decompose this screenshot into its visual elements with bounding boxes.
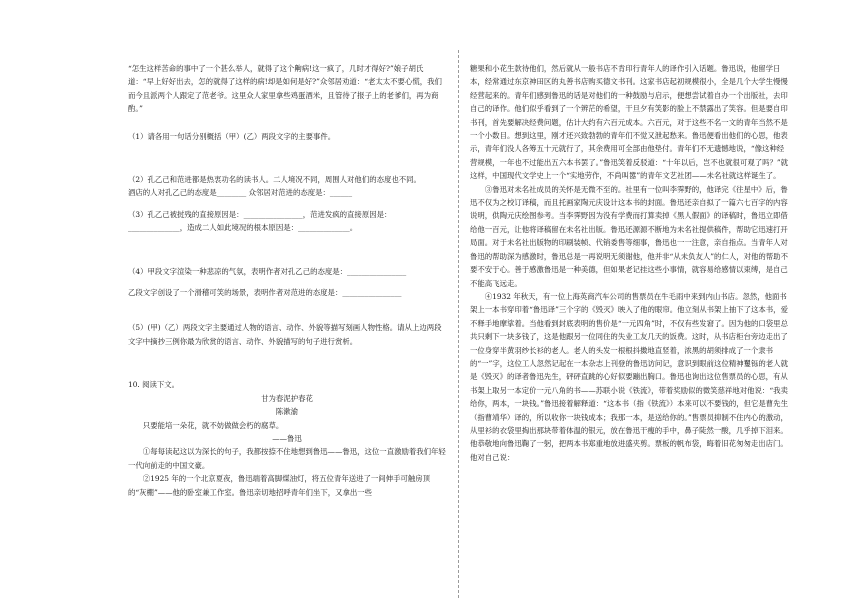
article-title: 甘为春泥护春花 (261, 393, 313, 403)
paragraph-2: ②1925 年的一个北京夏夜，鲁迅端着高脚煤油灯，将五位青年送进了一间伸手可触房顶的“灰棚”——他的卧室兼工作室。鲁迅亲切地招呼青年们坐下，又拿出一些 (128, 474, 431, 497)
left-column (128, 62, 446, 499)
paragraph-4: ④1932 年秋天，有一位上海英商汽车公司的售票员在牛毛雨中来到内山书店。忽然，他面书架上一本书穿印着“鲁迅译”三个字的《毁灭》映入了他的眼帘。他立刻从书架上抽下了这本书，爱不释手地摩挲着。当他看到封底表明的售价是“一元四角”时，不仅有些发窘了。因为他的口袋里总共只剩下一块多钱了，这是他跟另一位同住的失业工友几天的饭费。这时，从书店柜台旁边走出了一位身穿半黄羽纱长衫的老人。老人的头发一根根抖擞地直竖着，浓黑的胡须排成了一个隶书的“一”字，这位工人忽然记起在一本杂志上刊登的鲁迅访问记，意识到眼前这位精神矍铄的老人就是《毁灭》的译者鲁迅先生，砰砰直跳的心好似要蹦出胸口。鲁迅也询出这位售票员的心思，有从书架上取另一本定价一元八角的书——苏联小说《铁流》，带着奖励似的微笑慈祥地对他说：“我卖给你，两本，一块钱。”鲁迅接着解释道：“这本书（指《铁流》）本来可以不要钱的，但它是曹先生（指曹靖华）译的，所以收你一块钱成本；我那一本，是送给你的。”售票员抑制不住内心的激动，从里衫的衣袋里掏出那块带着体温的银元，放在鲁迅干瘦的手中，鼻子陡然一酸，几乎掉下泪来。他恭敬地向鲁迅鞠了一躬，把两本书郑重地放进盛夹剪。票板的帆布袋，晦着旧花匆匆走出店门。他对自己说： (470, 291, 788, 462)
question-5: （5）(甲)（乙）两段文字主要通过人物的语言、动作、外貌等描写刻画人物性格。请从上边两段文字中摘抄三例你最为欣赏的语言、动作、外貌描写的句子进行赏析。 (128, 323, 442, 346)
quote-paragraph: “怎生这样苦命的事中了一个甚么举人，就得了这个齁病!这一疯了，几时才得好?”娘子胡氏道：“早上好好出去，怎的就得了这样的病!却是如何是好?”众邻居劝道：“老太太不要心慌，我们而今且派两个人跟定了范老爷。这里众人家里拿些鸡蛋酒米，且管待了报子上的老爹们，再为商酌。” (128, 64, 442, 114)
question-1: （1）请各用一句话分别概括（甲）(乙）两段文字的主要事件。 (128, 131, 336, 141)
epigraph-source: ——鲁迅 (272, 433, 302, 443)
question-4: （4）甲段文字渲染一种悲凉的气氛，表明作者对孔乙己的态度是：________________ (128, 266, 407, 276)
epigraph: 只要能培一朵花，就不妨做做会朽的腐草。 (142, 420, 284, 430)
paragraph-2-continued: 糖果和小花生款待他们，然后就从一般书店不肯印行青年人的译作引入话题。鲁迅说，他留学日本，经常通过东京神田区的丸善书店购买德文书刊。这家书店起初规模很小，全是几个大学生慢慢经营起来的。青年们感到鲁迅的话是对他们的一种鼓励与启示，便想尝试着自办一个出版社，去印自己的译作。他们似乎看到了一个辨茫的希望，干旦夕有笑影的脸上不禁露出了笑容。但是要自印书刊，首先要解决经费问题，估计大约有六百元成本。六百元，对于这些不名一文的青年当然不是一个小数目。想到这里，刚才还兴致勃勃的青年们不觉又泄起愁来。鲁迅便看出他们的心思，他表示，青年们没人各筹五十元就行了，其余费用可全部由他垫付。青年们不无遗憾地说，“像这种经营规模，一年也不过能出五六本书罢了。”鲁迅笑着反驳道：“十年以后，岂不也就很可观了吗？”就这样，中国现代文学史上一个“实地劳作，不尚叫嚣”的青年文艺社团——未名社就这样诞生了。 (470, 64, 789, 181)
column-divider (458, 50, 459, 598)
paragraph-1: ①每每读起这以为深长的句子，我都按捺不住地想到鲁迅——鲁迅，这位一直激励着我们年轻一代向前走的中国文豪。 (128, 447, 446, 470)
right-column (470, 62, 790, 464)
question-2-blanks: 酒店的人对孔乙己的态度是________ 众邻居对范进的态度是：______ (128, 188, 353, 198)
question-10-header: 10. 阅读下文。 (128, 380, 180, 390)
question-2: （2）孔乙己和范进都是热衷功名的读书人。二人境况不同，周围人对他们的态度也不同。 (128, 175, 421, 185)
article-author: 陈漱渝 (275, 407, 299, 417)
question-3: （3）孔乙己被挝残的直接原因是：________________，范进发疯的直接原因是：______________，造成二人如此境况的根本原因是：______________。 (128, 209, 392, 233)
paragraph-3: ③鲁迅对未名社成员的关怀是无微不至的。社里有一位叫李霁野的，他译完《往星中》后，鲁迅不仅为之校订译稿，而且托画家陶元庆设计这本书的封面。鲁迅还亲自拟了一篇六七百字的内容说明，供陶元庆绘图参考。当李霁野因为没有学费而打算卖掉《黑人假面》的译稿时，鲁迅立即借给他一百元，让他将译稿留在未名社出版。鲁迅还源源不断地为未名社提供稿件，帮助它迅速打开局面。对于未名社出版物的印刷装帧、代销委售等细事，鲁迅也一一注意，亲自指点。当青年人对鲁迅的帮助深为感激时，鲁迅总是一再说明无须谢他，他并非“从未负友人”的仁人，对他的帮助不要不安于心。善于感激鲁迅是一种美德，但如果老记挂这些小事情，就容易给感情以束缚，是自己不能高飞远走。 (470, 184, 788, 288)
question-4-second: 乙段文字创设了一个滑稽可笑的场景，表明作者对范进的态度是：________________ (128, 288, 402, 298)
